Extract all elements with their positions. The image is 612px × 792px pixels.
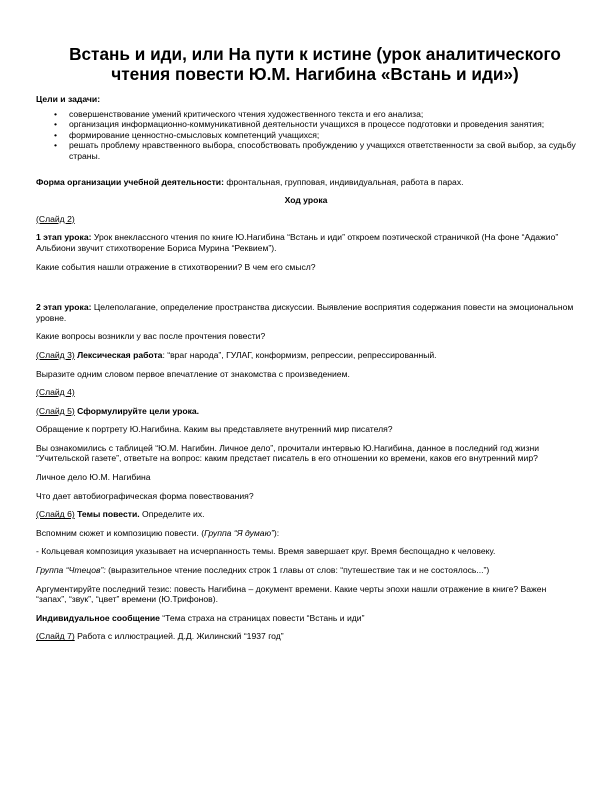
recall-paragraph (36, 528, 576, 539)
table-paragraph: Вы ознакомились с таблицей “Ю.М. Нагибин. Личное дело”, прочитали интервью Ю.Нагибина, данное в последний год жизни “Учительской газете”, ответьте на вопрос: каким предстает писатель в его отношении ко времени, каков его внутренний мир? (36, 442, 540, 464)
readers-group: Группа “Чтецов”: (36, 565, 106, 576)
goals-item: • организация информационно-коммуникативной деятельности учащихся в процессе подготовки и проведения занятия; (36, 119, 576, 130)
stage-1-text: Урок внеклассного чтения по книге Ю.Нагибина “Встань и иди” откроем поэтической страничкой (На фоне “Адажио” Альбиони звучит стихотворение Бориса Мурина “Реквием”). (36, 232, 559, 253)
portrait-paragraph: Обращение к портрету Ю.Нагибина. Каким вы представляете внутренний мир писателя? (36, 424, 393, 435)
individual-report-paragraph (36, 613, 576, 624)
slide-2-paragraph (36, 214, 576, 225)
slide-7-paragraph (36, 631, 576, 642)
goals-item: • формирование ценностно-смысловых компетенций учащихся; (36, 130, 576, 141)
slide-7-link[interactable]: (Слайд 7) (36, 631, 75, 642)
page-title: Встань и иди, или На пути к истине (урок аналитического чтения повести Ю.М. Нагибина «Встань и иди») (69, 44, 561, 84)
slide-4-link[interactable]: (Слайд 4) (36, 387, 75, 398)
form-paragraph (36, 177, 576, 188)
personal-file-paragraph: Личное дело Ю.М. Нагибина (36, 472, 151, 483)
thesis-paragraph: Аргументируйте последний тезис: повесть Нагибина – документ времени. Какие черты эпохи нашли отражение в книге? Важен “запах”, “звук”, “цвет” времени (Ю.Трифонов). (36, 583, 547, 605)
slide-3-label: Лексическая работа (74, 349, 163, 360)
goals-list (36, 109, 576, 162)
slide-6-text: Определите их. (139, 509, 205, 520)
recall-text: Вспомним сюжет и композицию повести. ( (36, 527, 205, 538)
readers-text: (выразительное чтение последних строк 1 главы от слов: “путешествие так и не состоялось...”) (105, 565, 490, 576)
readers-paragraph (36, 565, 576, 576)
slide-6-paragraph (36, 509, 576, 520)
goals-item: • совершенствование умений критического чтения художественного текста и его анализа; (36, 109, 576, 120)
question-2: Какие вопросы возникли у вас после прочтения повести? (36, 331, 266, 342)
slide-2-link[interactable]: (Слайд 2) (36, 213, 75, 224)
autobio-paragraph: Что дает автобиографическая форма повествования? (36, 490, 254, 501)
slide-5-link[interactable]: (Слайд 5) (36, 405, 75, 416)
question-1: Какие события нашли отражение в стихотворении? В чем его смысл? (36, 261, 316, 272)
stage-2-label: 2 этап урока: (36, 302, 92, 313)
individual-report-text: “Тема страха на страницах повести “Встань и иди” (159, 612, 365, 623)
form-text: фронтальная, групповая, индивидуальная, работа в парах. (223, 176, 464, 187)
document-page (36, 44, 576, 642)
stage-1-paragraph (36, 232, 576, 253)
recall-end: ): (273, 527, 280, 538)
slide-6-label: Темы повести. (74, 509, 140, 520)
form-label: Форма организации учебной деятельности: (36, 176, 224, 187)
goals-item: • решать проблему нравственного выбора, способствовать пробуждению у учащихся ответственности за свой выбор, за судьбу страны. (36, 140, 576, 161)
individual-report-label: Индивидуальное сообщение (36, 612, 160, 623)
slide-4-paragraph (36, 387, 576, 398)
goals-heading: Цели и задачи: (36, 94, 101, 104)
slide-3-link[interactable]: (Слайд 3) (36, 349, 75, 360)
slide-6-link[interactable]: (Слайд 6) (36, 509, 75, 520)
slide-5-label: Сформулируйте цели урока. (74, 405, 200, 416)
stage-2-text: Целеполагание, определение пространства дискуссии. Выявление восприятия содержания повести на эмоциональном уровне. (36, 302, 574, 323)
slide-3-paragraph (36, 350, 576, 361)
slide-5-paragraph (36, 406, 576, 417)
stage-1-label: 1 этап урока: (36, 232, 92, 243)
recall-group: Группа “Я думаю” (204, 527, 274, 538)
lesson-heading: Ход урока (284, 195, 328, 206)
question-3: Выразите одним словом первое впечатление от знакомства с произведением. (36, 368, 350, 379)
stage-2-paragraph (36, 302, 576, 323)
slide-3-text: : “враг народа”, ГУЛАГ, конформизм, репрессии, репрессированный. (162, 349, 437, 360)
slide-7-text: Работа с иллюстрацией. Д.Д. Жилинский “1937 год” (74, 631, 284, 642)
ring-composition-paragraph: - Кольцевая композиция указывает на исчерпанность темы. Время завершает круг. Время беспощадно к человеку. (36, 546, 496, 557)
